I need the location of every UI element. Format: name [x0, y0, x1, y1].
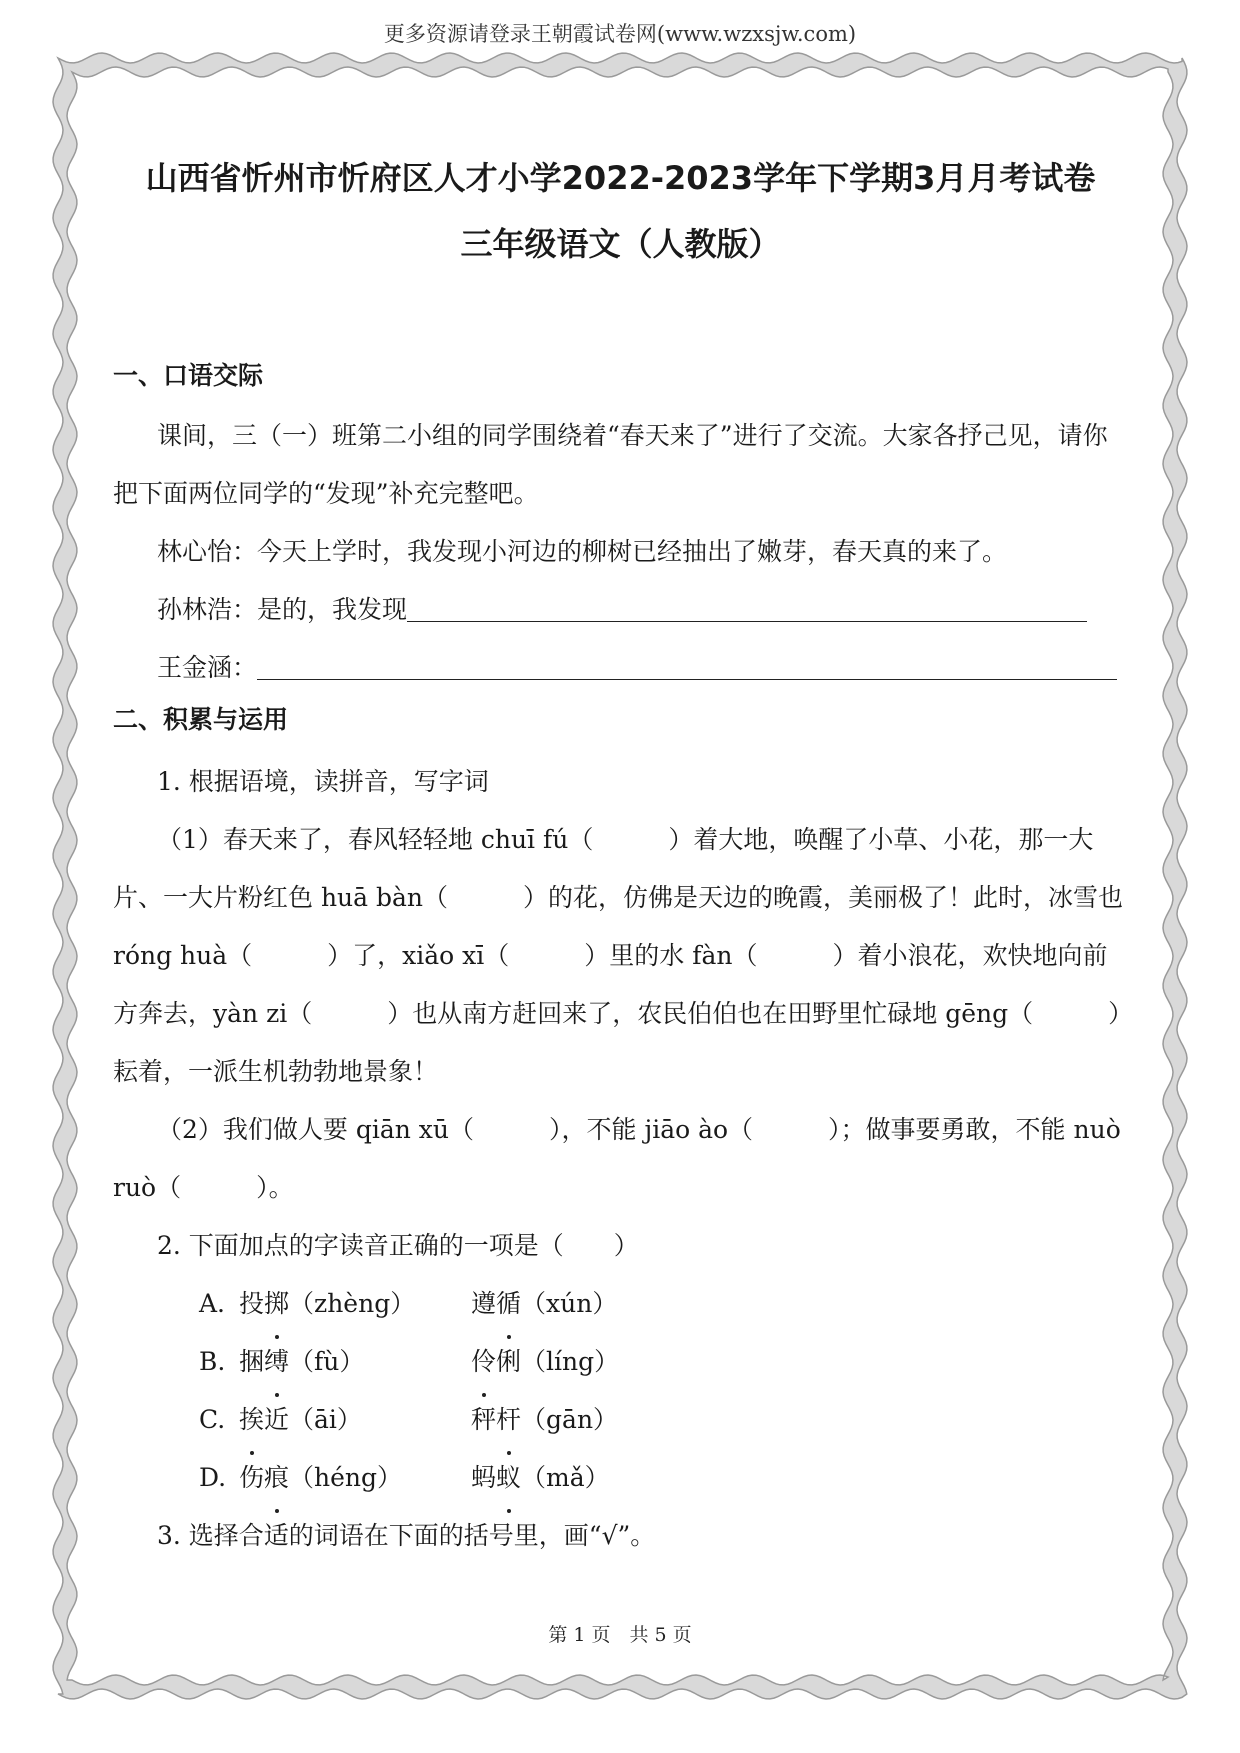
option-word-1 [239, 1333, 471, 1391]
oral-line-lin: 林心怡：今天上学时，我发现小河边的柳树已经抽出了嫩芽，春天真的来了。 [157, 537, 1008, 566]
question-3-title: 3. 选择合适的词语在下面的括号里，画“√”。 [157, 1521, 656, 1550]
option-a[interactable] [113, 1275, 1128, 1333]
exam-subtitle: 三年级语文（人教版） [460, 225, 781, 263]
char: 秤 [471, 1405, 497, 1434]
option-letter: B. [199, 1347, 226, 1376]
option-letter: C. [199, 1405, 226, 1434]
usage-block [113, 753, 1128, 1565]
oral-line-wang [113, 639, 1128, 697]
pinyin: （xún） [521, 1289, 618, 1318]
question-2-title: 2. 下面加点的字读音正确的一项是（ ） [157, 1231, 639, 1260]
option-c[interactable] [113, 1391, 1128, 1449]
dotted-char: 伶 [471, 1333, 496, 1391]
pinyin: （fù） [289, 1347, 365, 1376]
oral-line-sun [113, 581, 1128, 639]
option-word-1 [239, 1275, 471, 1333]
dotted-char: 蚁 [496, 1449, 521, 1507]
option-word-2 [471, 1275, 617, 1333]
pinyin: （líng） [521, 1347, 620, 1376]
option-word-2 [471, 1449, 610, 1507]
option-letter: A. [199, 1289, 226, 1318]
oral-communication-block [113, 407, 1128, 697]
dotted-char: 缚 [264, 1333, 289, 1391]
wang-label: 王金涵： [157, 653, 258, 682]
dotted-char: 杆 [496, 1391, 521, 1449]
dotted-char: 痕 [264, 1449, 289, 1507]
answer-blank[interactable] [407, 595, 1087, 622]
option-word-2 [471, 1391, 618, 1449]
option-word-1 [239, 1391, 471, 1449]
pinyin: （héng） [289, 1463, 403, 1492]
option-word-1 [239, 1449, 471, 1507]
page-number: 第 1 页 共 5 页 [548, 1624, 692, 1646]
char: 蚂 [471, 1463, 497, 1492]
option-word-2 [471, 1333, 619, 1391]
pinyin: （mǎ） [521, 1463, 610, 1492]
char: 近 [264, 1405, 290, 1434]
pinyin: （zhèng） [289, 1289, 416, 1318]
char: 投 [239, 1289, 265, 1318]
section-heading-usage: 二、积累与运用 [113, 705, 289, 734]
pinyin: （gān） [521, 1405, 619, 1434]
dotted-char: 挨 [239, 1391, 264, 1449]
sun-label: 孙林浩：是的，我发现 [157, 595, 408, 624]
option-letter: D. [199, 1463, 227, 1492]
exam-page [113, 150, 1128, 1550]
char: 捆 [239, 1347, 265, 1376]
char: 俐 [496, 1347, 522, 1376]
question-2-options [113, 1275, 1128, 1507]
exam-title: 山西省忻州市忻府区人才小学2022-2023学年下学期3月月考试卷 [145, 159, 1096, 197]
pinyin: （āi） [289, 1405, 362, 1434]
dotted-char: 循 [496, 1275, 521, 1333]
dotted-char: 掷 [264, 1275, 289, 1333]
question-1-part-1: （1）春天来了，春风轻轻地 chuī fú（ ）着大地，唤醒了小草、小花，那一大片、一大片粉红色 huā bàn（ ）的花，仿佛是天边的晚霞，美丽极了！此时，冰雪也 róng huà（ ）了，xiǎo xī（ ）里的水 fàn（ ）着小浪花，欢快地向前方奔去，yàn zi（ ）也从南方赶回来了，农民伯伯也在田野里忙碌地 gēng（ ）耘着，一派生机勃勃地景象！ [113, 825, 1124, 1086]
option-b[interactable] [113, 1333, 1128, 1391]
char: 遵 [471, 1289, 497, 1318]
watermark: 更多资源请登录王朝霞试卷网(www.wzxsjw.com) [383, 22, 857, 46]
oral-intro: 课间，三（一）班第二小组的同学围绕着“春天来了”进行了交流。大家各抒己见，请你把下面两位同学的“发现”补充完整吧。 [113, 421, 1108, 508]
section-heading-oral: 一、口语交际 [113, 361, 264, 390]
question-1-title: 1. 根据语境，读拼音，写字词 [157, 767, 489, 796]
question-1-part-2: （2）我们做人要 qiān xū（ ），不能 jiāo ào（ ）；做事要勇敢，不能 nuò ruò（ ）。 [113, 1115, 1121, 1202]
option-d[interactable] [113, 1449, 1128, 1507]
char: 伤 [239, 1463, 265, 1492]
answer-blank[interactable] [257, 653, 1117, 680]
